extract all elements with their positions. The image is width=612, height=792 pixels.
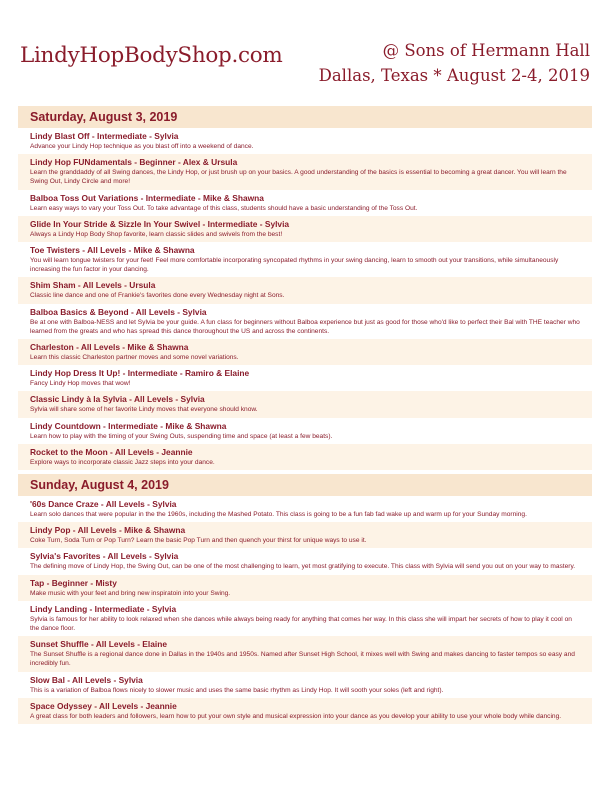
class-description: This is a variation of Balboa flows nicely to slower music and uses the same basic rhythm as Lindy Hop. It will sooth your soles (left and right). bbox=[30, 686, 444, 694]
class-description: Sylvia will share some of her favorite Lindy moves that everyone should know. bbox=[30, 406, 258, 414]
class-description: You will learn tongue twisters for your feet! Feel more comfortable incorporating syncopated rhythms in your swing dancing, learn to smooth out your transitions, while simultaneously increasing the fun factor in your dancing. bbox=[30, 257, 559, 274]
class-item bbox=[18, 128, 592, 154]
class-title: Space Odyssey - All Levels - Jeannie bbox=[30, 700, 177, 711]
schedule bbox=[18, 106, 592, 724]
class-title: Lindy Hop Dress It Up! - Intermediate - Ramiro & Elaine bbox=[30, 368, 250, 379]
class-title: Lindy Blast Off - Intermediate - Sylvia bbox=[30, 131, 179, 141]
class-item bbox=[18, 339, 592, 365]
class-title: Balboa Basics & Beyond - All Levels - Sylvia bbox=[30, 306, 207, 317]
class-item bbox=[18, 548, 592, 574]
class-description: Learn solo dances that were popular in the the 1960s, including the Mashed Potato. This class is going to be a fun fab fad wake up and warm up for your Sunday morning. bbox=[30, 511, 527, 519]
class-title: Lindy Pop - All Levels - Mike & Shawna bbox=[30, 525, 186, 536]
venue-line-1: @ Sons of Hermann Hall bbox=[382, 41, 590, 60]
class-title: Lindy Hop FUNdamentals - Beginner - Alex & Ursula bbox=[30, 157, 238, 168]
class-title: Charleston - All Levels - Mike & Shawna bbox=[30, 342, 189, 353]
class-item bbox=[18, 575, 592, 601]
class-description: Learn easy ways to vary your Toss Out. To take advantage of this class, students should have a basic understanding of the Toss Out. bbox=[30, 204, 418, 212]
class-title: Lindy Landing - Intermediate - Sylvia bbox=[30, 603, 177, 614]
class-item bbox=[18, 444, 592, 470]
class-item bbox=[18, 496, 592, 522]
class-description: Learn this classic Charleston partner moves and some novel variations. bbox=[30, 354, 239, 362]
venue-line-2: Dallas, Texas * August 2-4, 2019 bbox=[318, 66, 590, 85]
saturday-class-list bbox=[18, 128, 592, 470]
class-description: Classic line dance and one of Frankie's favorites done every Wednesday night at Sons. bbox=[30, 292, 285, 300]
class-item bbox=[18, 418, 592, 444]
class-description: Always a Lindy Hop Body Shop favorite, learn classic slides and swivels from the best! bbox=[30, 230, 283, 238]
class-item bbox=[18, 391, 592, 417]
class-description: A great class for both leaders and followers, learn how to put your own style and musical expression into your dance as you develop your ability to use your whole body while dancing. bbox=[30, 712, 562, 720]
class-item bbox=[18, 601, 592, 636]
class-title: Tap - Beginner - Misty bbox=[30, 577, 117, 588]
class-item bbox=[18, 698, 592, 724]
class-description: Advance your Lindy Hop technique as you blast off into a weekend of dance. bbox=[30, 143, 254, 150]
class-description: The defining move of Lindy Hop, the Swing Out, can be one of the most challenging to learn, yet most gratifying to execute. This class with Sylvia will send you out on your way to mastery. bbox=[30, 563, 576, 571]
class-title: Slow Bal - All Levels - Sylvia bbox=[30, 674, 143, 685]
sunday-class-list bbox=[18, 496, 592, 724]
class-description: Explore ways to incorporate classic Jazz steps into your dance. bbox=[30, 458, 215, 466]
class-title: Lindy Countdown - Intermediate - Mike & Shawna bbox=[30, 420, 227, 431]
class-title: Toe Twisters - All Levels - Mike & Shawna bbox=[30, 245, 195, 256]
class-item bbox=[18, 242, 592, 277]
class-description: The Sunset Shuffle is a regional dance done in Dallas in the 1940s and 1950s. Named after Sunset High School, it mixes well with Swing and makes dancing to faster tempos so easy and incredibly fun. bbox=[30, 651, 575, 668]
class-item bbox=[18, 365, 592, 391]
class-description: Be at one with Balboa-NESS and let Sylvia be your guide. A fun class for beginners without Balboa experience but just as good for those who'd like to perfect their Bal with THE teacher who learned from the greats and who has spread this dance thoroughout the US and across the continents. bbox=[30, 318, 580, 335]
venue-info bbox=[319, 38, 590, 88]
class-item bbox=[18, 522, 592, 548]
class-title: Shim Sham - All Levels - Ursula bbox=[30, 280, 156, 291]
class-item bbox=[18, 216, 592, 242]
class-title: '60s Dance Craze - All Levels - Sylvia bbox=[30, 499, 177, 510]
class-item bbox=[18, 304, 592, 339]
class-description: Make music with your feet and bring new inspiratoin into your Swing. bbox=[30, 589, 231, 597]
saturday-header: Saturday, August 3, 2019 bbox=[18, 106, 592, 128]
class-title: Glide In Your Stride & Sizzle In Your Swivel - Intermediate - Sylvia bbox=[30, 218, 290, 229]
class-title: Rocket to the Moon - All Levels - Jeannie bbox=[30, 446, 193, 457]
class-item bbox=[18, 277, 592, 303]
sunday-header: Sunday, August 4, 2019 bbox=[18, 474, 592, 496]
class-title: Classic Lindy à la Sylvia - All Levels - Sylvia bbox=[30, 394, 205, 405]
class-item bbox=[18, 672, 592, 698]
brand-title: LindyHopBodyShop.com bbox=[20, 43, 283, 68]
class-title: Balboa Toss Out Variations - Intermediate - Mike & Shawna bbox=[30, 192, 264, 203]
class-item bbox=[18, 154, 592, 189]
class-title: Sunset Shuffle - All Levels - Elaine bbox=[30, 639, 167, 650]
class-description: Coke Turn, Soda Turn or Pop Turn? Learn the basic Pop Turn and then quench your thirst for unique ways to use it. bbox=[30, 537, 367, 545]
class-description: Sylvia is famous for her ability to look relaxed when she dances while always being ready for anything that comes her way. In this class she will impart her secrets of how to play it cool on the dance floor. bbox=[30, 615, 572, 633]
page-header bbox=[0, 0, 612, 100]
class-title: Sylvia's Favorites - All Levels - Sylvia bbox=[30, 551, 179, 562]
class-item bbox=[18, 190, 592, 216]
class-description: Learn the granddaddy of all Swing dances, the Lindy Hop, or just brush up on your basics. A good understanding of the basics is essential to becoming a great dancer. You will learn the Swing Out, Lindy Circle and more! bbox=[30, 169, 567, 186]
class-description: Learn how to play with the timing of your Swing Outs, suspending time and space (at least a few beats). bbox=[30, 432, 333, 440]
class-item bbox=[18, 636, 592, 671]
class-description: Fancy Lindy Hop moves that wow! bbox=[30, 380, 131, 388]
